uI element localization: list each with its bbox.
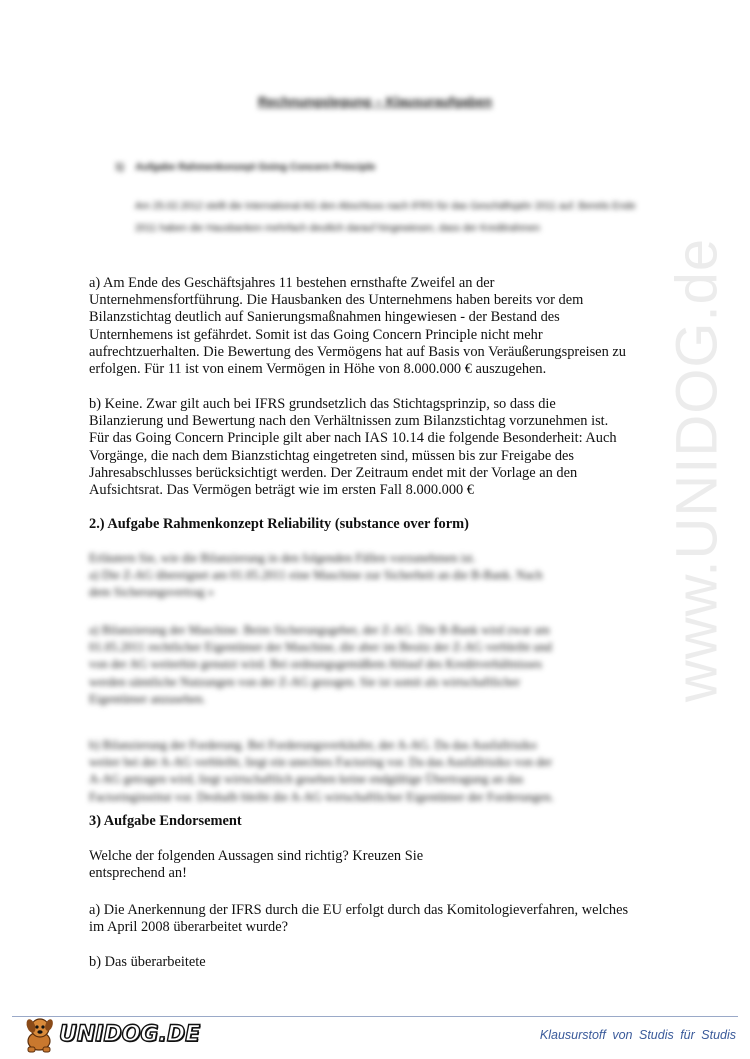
footer-slogan: Klausurstoff von Studis für Studis bbox=[539, 1028, 736, 1042]
question-b: b) Das überarbeitete bbox=[89, 954, 206, 970]
unidog-logo bbox=[22, 1014, 200, 1054]
dog-mascot-icon bbox=[22, 1015, 58, 1053]
watermark: www.UNIDOG.de bbox=[664, 237, 730, 703]
section2-heading: 2.) Aufgabe Rahmenkonzept Reliability (substance over form) bbox=[89, 516, 469, 532]
section1-title: Aufgabe Rahmenkonzept Going Concern Principle bbox=[135, 162, 376, 173]
section1-number: 1) bbox=[115, 162, 124, 173]
logo-text: UNIDOG.DE bbox=[59, 1021, 201, 1047]
section1-heading bbox=[115, 162, 375, 173]
section2-blurred-answer-a: a) Bilanzierung der Maschine. Beim Sicherungsgeber, der Z-AG. Die B-Bank wird zwar am 01.05.2011 rechtlicher Eigentümer der Maschine, die aber im Besitz der Z-AG verbleibt und von der AG weiterhin genutzt wird. Bei ordnungsgemäßem Ablauf des Kreditverhältnisses werden sämtliche Nutzungen von der Z-AG gezogen. Sie ist somit als wirtschaftlicher Eigentümer anzusehen. bbox=[89, 623, 552, 706]
section3-heading: 3) Aufgabe Endorsement bbox=[89, 813, 242, 829]
answer-b-paragraph: b) Keine. Zwar gilt auch bei IFRS grundsetzlich das Stichtagsprinzip, so dass die Bilanzierung und Bewertung nach den Verhältnissen zum Bilanzstichtag vorzunehmen ist. Für das Going Concern Principle gilt aber nach IAS 10.14 die folgende Besonderheit: Auch Vorgänge, die nach dem Bianzstichtag eingetreten sind, müssen bis zur Freigabe des Jahresabschlusses berücksichtigt werden. Der Zeitraum endet mit der Vorlage an den Aufsichtsrat. Das Vermögen beträgt wie im ersten Fall 8.000.000 € bbox=[89, 396, 617, 499]
section1-intro: Am 25.02.2012 stellt die International AG den Abschluss nach IFRS für das Geschäftsjahr 2011 auf. Bereits Ende 2011 haben die Hausbanken mehrfach deutlich darauf hingewiesen, dass der Kreditrahmen bbox=[135, 201, 636, 234]
answer-a-paragraph: a) Am Ende des Geschäftsjahres 11 bestehen ernsthafte Zweifel an der Unternehmensfortführung. Die Hausbanken des Unternehmens haben bereits vor dem Bilanzstichtag deutlich auf Sanierungsmaßnahmen hingewiesen - der Bestand des Unternhemens ist gefährdet. Somit ist das Going Concern Principle nicht mehr aufrechtzuerhalten. Die Bewertung des Vermögens hat auf Basis von Veräußerungspreisen zu erfolgen. Für 11 ist von einem Vermögen in Höhe von 8.000.000 € auszugehen. bbox=[89, 275, 626, 378]
section2-blurred-task: Erläutern Sie, wie die Bilanzierung in den folgenden Fällen vorzunehmen ist. a) Die Z-AG übereignet am 01.05.2011 eine Maschine zur Sicherheit an die B-Bank. Nach dem Sicherungsvertrag » bbox=[89, 551, 543, 600]
section2-blurred-answer-b: b) Bilanzierung der Forderung. Bei Forderungsverkäufer, der A-AG. Da das Ausfallrisiko weiter bei der A-AG verbleibt, liegt ein unechtes Factoring vor. Da das Ausfallrisiko von der A-AG getragen wird, liegt wirtschaftlich gesehen keine endgültige Übertragung an das Factoringinstitut vor. Deshalb bleibt die A-AG wirtschaftlicher Eigentümer der Forderungen. bbox=[89, 738, 554, 804]
question-intro: Welche der folgenden Aussagen sind richtig? Kreuzen Sie entsprechend an! bbox=[89, 848, 424, 882]
document-title: Rechnungslegung – Klausuraufgaben bbox=[257, 94, 493, 109]
question-a: a) Die Anerkennung der IFRS durch die EU erfolgt durch das Komitologieverfahren, welches im April 2008 überarbeitet wurde? bbox=[89, 902, 629, 936]
